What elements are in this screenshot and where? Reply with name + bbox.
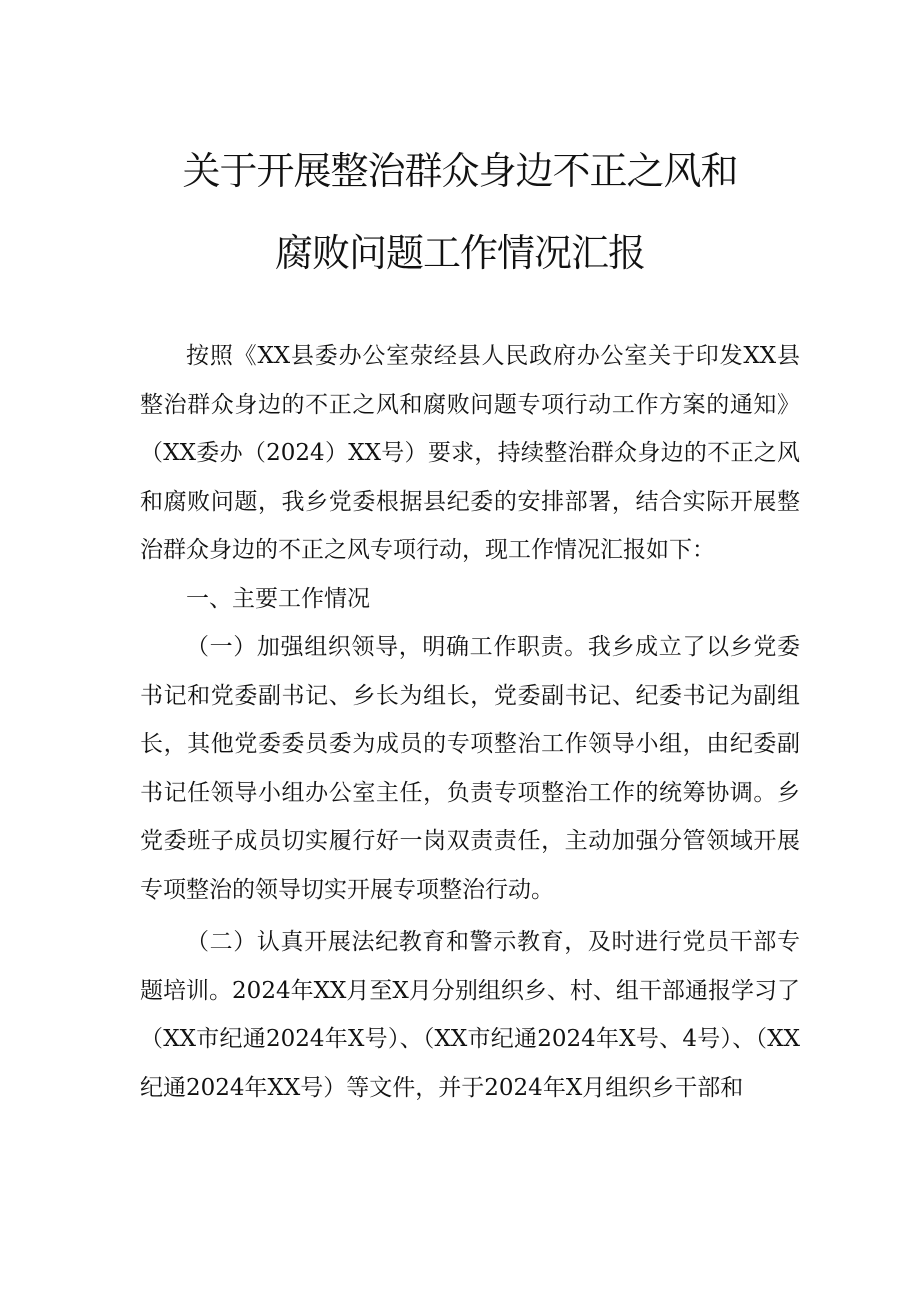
section-heading-main-work: 一、主要工作情况 bbox=[186, 585, 370, 612]
document-title-line-2: 腐败问题工作情况汇报 bbox=[274, 231, 645, 275]
intro-paragraph: 按照《XX县委办公室荥经县人民政府办公室关于印发XX县整治群众身边的不正之风和腐败问题专项行动工作方案的通知》（XX委办（2024）XX号）要求，持续整治群众身边的不正之风和腐败问题，我乡党委根据县纪委的安排部署，结合实际开展整治群众身边的不正之风专项行动，现工作情况汇报如下： bbox=[140, 343, 800, 563]
document-title-line-1: 关于开展整治群众身边不正之风和 bbox=[182, 149, 738, 193]
paragraph-legal-education: （二）认真开展法纪教育和警示教育，及时进行党员干部专题培训。2024年XX月至X月分别组织乡、村、组干部通报学习了（XX市纪通2024年X号）、（XX市纪通2024年X号、4号）、（XX纪通2024年XX号）等文件，并于2024年X月组织乡干部和 bbox=[140, 929, 800, 1101]
paragraph-organization-leadership: （一）加强组织领导，明确工作职责。我乡成立了以乡党委书记和党委副书记、乡长为组长，党委副书记、纪委书记为副组长，其他党委委员委为成员的专项整治工作领导小组，由纪委副书记任领导小组办公室主任，负责专项整治工作的统筹协调。乡党委班子成员切实履行好一岗双责责任，主动加强分管领域开展专项整治的领导切实开展专项整治行动。 bbox=[140, 634, 800, 903]
document-body bbox=[140, 332, 800, 1112]
